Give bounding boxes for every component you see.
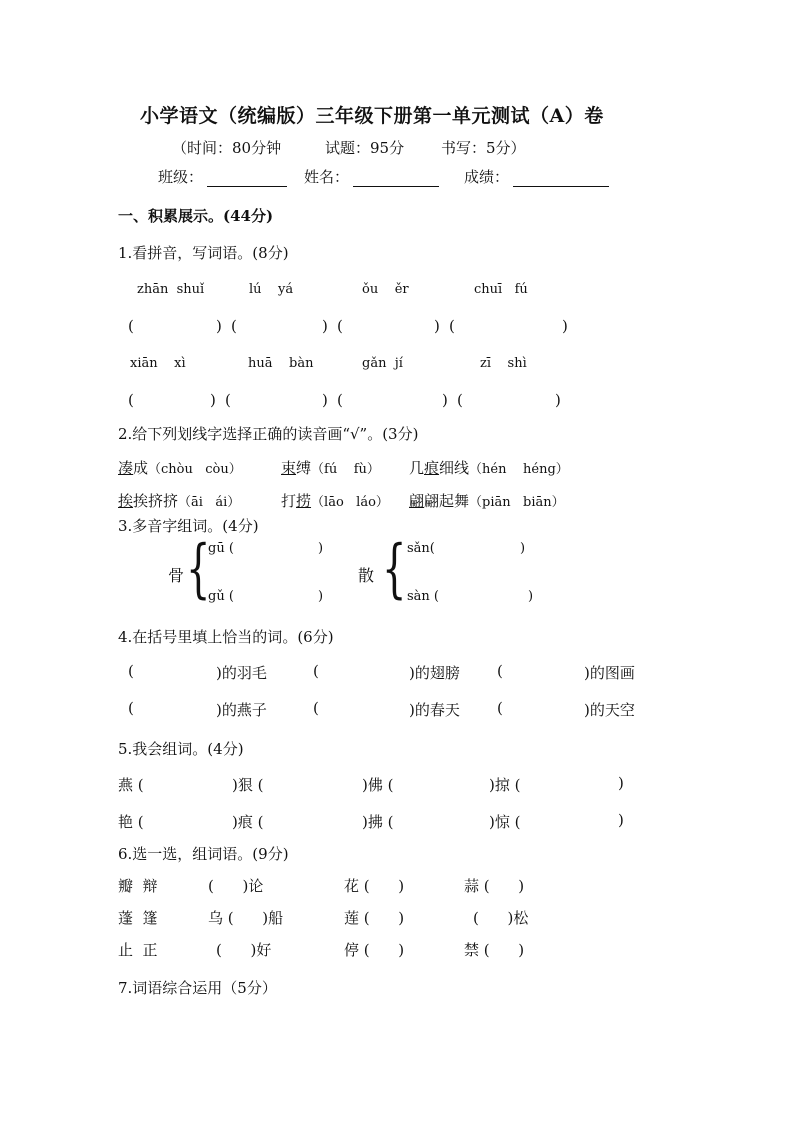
time-label: （时间：80分钟	[172, 139, 282, 157]
q6-cell: 花 ( )	[344, 877, 405, 895]
q1-paren-close: )	[210, 391, 216, 409]
q1-paren-close: )	[434, 317, 440, 335]
q1-heading: 1.看拼音，写词语。(8分)	[118, 244, 289, 262]
q4-paren-open: (	[497, 699, 503, 717]
q1-pinyin-4: chuī fú	[474, 282, 528, 297]
q6-cell: 莲 ( )	[344, 909, 405, 927]
q1-paren-open: (	[128, 391, 134, 409]
q4-item-4: )的燕子	[216, 701, 267, 719]
q3-close: )	[520, 541, 526, 556]
q6-heading: 6.选一选，组词语。(9分)	[118, 845, 289, 863]
q2-item-1: 凑成（chòu còu）	[118, 459, 242, 477]
q1-pinyin-2: lú yá	[249, 282, 294, 297]
q1-paren-close: )	[216, 317, 222, 335]
q3-char-1: 骨	[168, 566, 185, 585]
q1-paren-close: )	[555, 391, 561, 409]
q3-close: )	[318, 589, 324, 604]
q2-item-3: 几痕细线（hén héng）	[409, 459, 569, 477]
name-label: 姓名：	[304, 168, 350, 186]
test-label: 试题：95分	[325, 139, 405, 157]
q4-paren-open: (	[497, 662, 503, 680]
q6-cell: 蓬 篷	[118, 909, 158, 927]
score-label: 成绩：	[464, 168, 510, 186]
q3-reading-4: sàn (	[407, 589, 439, 604]
q6-cell: 止 正	[118, 941, 158, 959]
q5-cell: )佛 (	[362, 776, 394, 794]
q3-reading-2: gǔ (	[208, 589, 234, 604]
q1-paren-close: )	[442, 391, 448, 409]
q2-item-5: 打捞（lāo láo）	[281, 492, 389, 510]
q4-heading: 4.在括号里填上恰当的词。(6分)	[118, 628, 334, 646]
q5-cell: )痕 (	[232, 813, 264, 831]
q1-pinyin-8: zī shì	[480, 356, 527, 371]
q6-cell: 蒜 ( )	[464, 877, 525, 895]
q5-cell: 艳 (	[118, 813, 144, 831]
score-field[interactable]	[464, 166, 609, 187]
q4-paren-open: (	[313, 662, 319, 680]
q2-item-4: 挨挨挤挤（āi ái）	[118, 492, 241, 510]
q6-cell: ( )松	[473, 909, 529, 927]
q5-cell: )掠 (	[489, 776, 521, 794]
q6-cell: 停 ( )	[344, 941, 405, 959]
class-field[interactable]	[158, 166, 287, 187]
q1-paren-open: (	[128, 317, 134, 335]
q2-item-6: 翩翩起舞（piān biān）	[409, 492, 565, 510]
q3-reading-3: sǎn(	[407, 541, 435, 556]
q1-paren-open: (	[337, 391, 343, 409]
q4-item-1: )的羽毛	[216, 664, 267, 682]
q4-item-6: )的天空	[584, 701, 635, 719]
q1-paren-open: (	[457, 391, 463, 409]
brace-icon: {	[186, 532, 211, 606]
q1-paren-close: )	[322, 317, 328, 335]
q5-cell: )	[618, 774, 624, 792]
q5-cell: )	[618, 811, 624, 829]
q1-paren-open: (	[449, 317, 455, 335]
name-field[interactable]	[304, 166, 439, 187]
page-title: 小学语文（统编版）三年级下册第一单元测试（A）卷	[140, 105, 604, 127]
class-label: 班级：	[158, 168, 204, 186]
q5-cell: 燕 (	[118, 776, 144, 794]
q1-pinyin-3: ǒu ěr	[362, 282, 409, 297]
q2-heading: 2.给下列划线字选择正确的读音画“√”。(3分)	[118, 425, 419, 443]
name-blank[interactable]	[353, 170, 439, 187]
q1-paren-close: )	[562, 317, 568, 335]
q4-item-2: )的翅膀	[409, 664, 460, 682]
q5-cell: )惊 (	[489, 813, 521, 831]
q1-pinyin-7: gǎn jí	[362, 356, 403, 371]
writing-label: 书写：5分）	[441, 139, 526, 157]
q6-cell: 禁 ( )	[464, 941, 525, 959]
q3-char-2: 散	[358, 566, 375, 585]
q4-paren-open: (	[128, 662, 134, 680]
q6-cell: 乌 ( )船	[208, 909, 284, 927]
q1-paren-close: )	[322, 391, 328, 409]
q3-close: )	[318, 541, 324, 556]
q4-item-3: )的图画	[584, 664, 635, 682]
brace-icon: {	[382, 532, 407, 606]
q5-heading: 5.我会组词。(4分)	[118, 740, 244, 758]
q3-reading-1: gū (	[208, 541, 234, 556]
q6-cell: ( )论	[208, 877, 264, 895]
q6-cell: 瓣 辩	[118, 877, 158, 895]
q5-cell: )狠 (	[232, 776, 264, 794]
section-heading: 一、积累展示。(44分)	[118, 207, 274, 225]
q1-paren-open: (	[231, 317, 237, 335]
q7-heading: 7.词语综合运用（5分）	[118, 979, 277, 997]
q3-heading: 3.多音字组词。(4分)	[118, 517, 259, 535]
score-blank[interactable]	[513, 170, 609, 187]
q4-item-5: )的春天	[409, 701, 460, 719]
q1-pinyin-6: huā bàn	[248, 356, 314, 371]
class-blank[interactable]	[207, 170, 287, 187]
q6-cell: ( )好	[216, 941, 272, 959]
q5-cell: )拂 (	[362, 813, 394, 831]
q2-item-2: 束缚（fú fù）	[281, 459, 380, 477]
q1-pinyin-5: xiān xì	[130, 356, 186, 371]
q4-paren-open: (	[128, 699, 134, 717]
q4-paren-open: (	[313, 699, 319, 717]
q1-paren-open: (	[337, 317, 343, 335]
q1-paren-open: (	[225, 391, 231, 409]
q1-pinyin-1: zhān shuǐ	[137, 282, 205, 297]
q3-close: )	[528, 589, 534, 604]
